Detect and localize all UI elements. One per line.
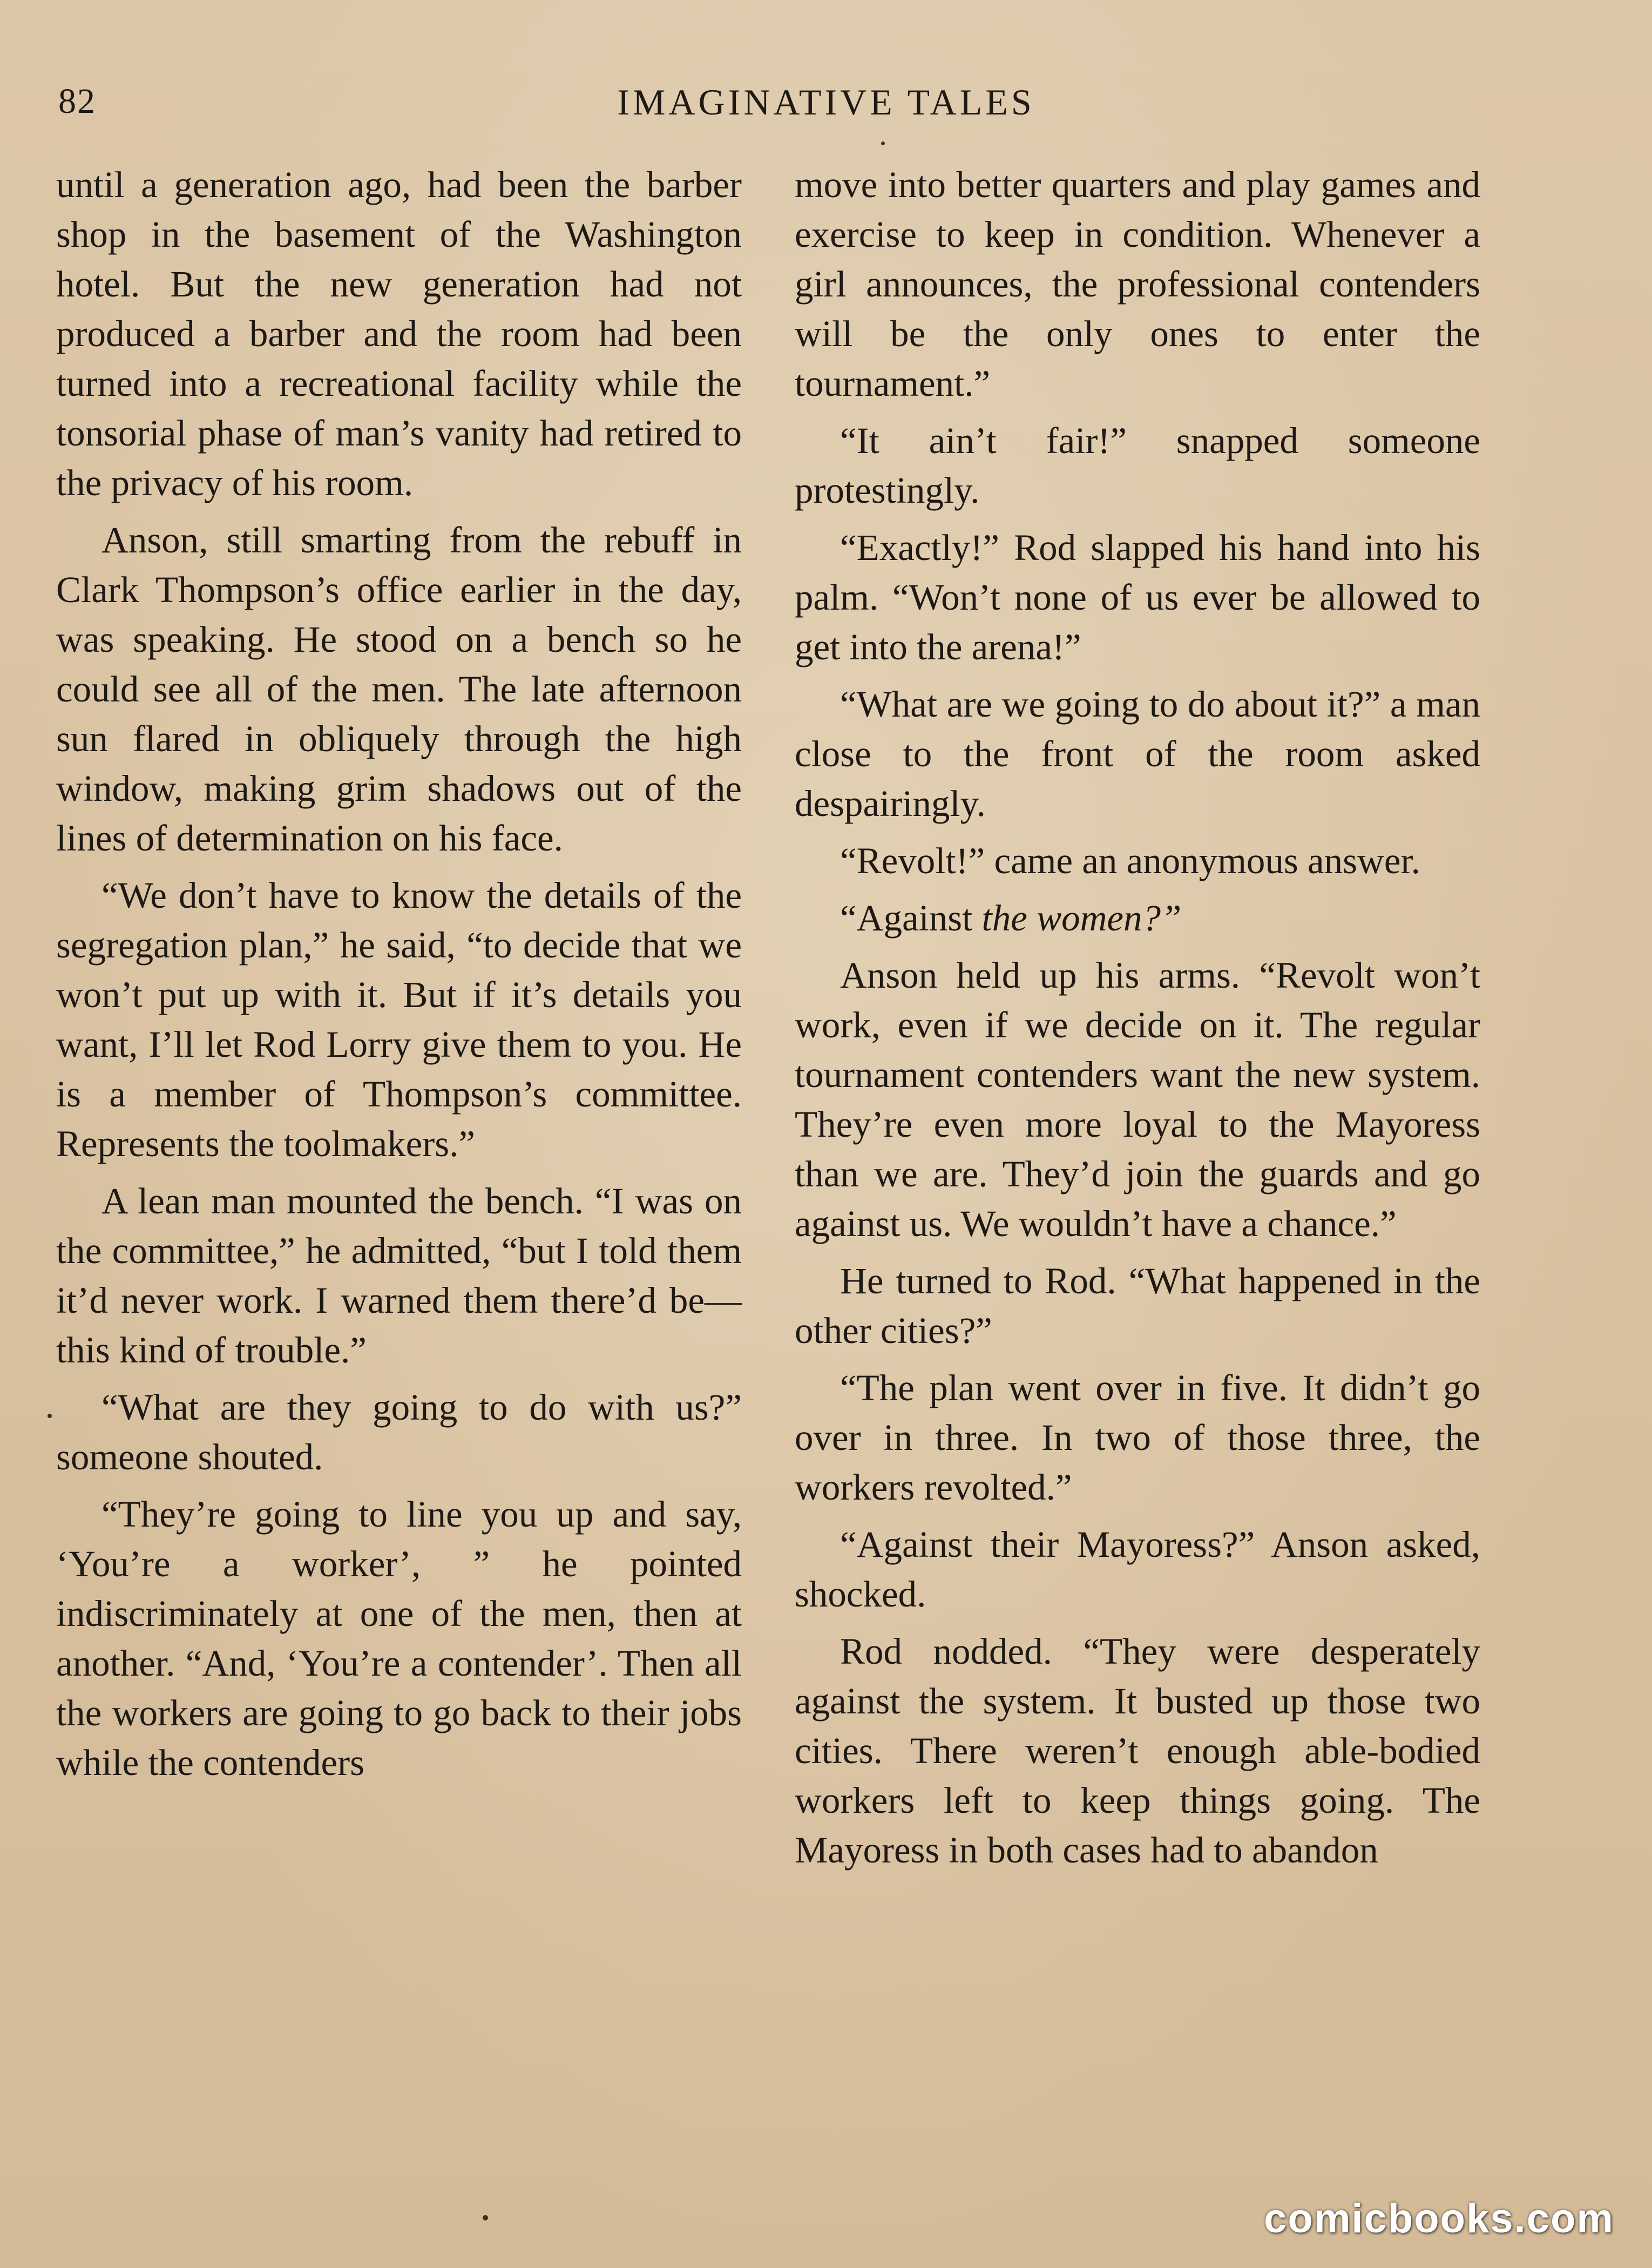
paragraph: Anson held up his arms. “Revolt won’t work, even if we decide on it. The regular tournament contenders want the new system. They’re even more loyal to the Mayoress than we are. They’d join the guards and go against us. We wouldn’t have a chance.” — [795, 955, 1480, 1244]
paragraph: move into better quarters and play games and exercise to keep in condition. Whenever a girl announces, the professional contenders will be the only ones to enter the tournament.” — [795, 164, 1480, 404]
paragraph: A lean man mounted the bench. “I was on the committee,” he admitted, “but I told them it’d never work. I warned them there’d be—this kind of trouble.” — [56, 1180, 742, 1371]
paragraph: Anson, still smarting from the rebuff in Clark Thompson’s office earlier in the day, was speaking. He stood on a bench so he could see all of the men. The late afternoon sun flared in obliquely through the high window, making grim shadows out of the lines of determination on his face. — [56, 519, 742, 859]
italic-paragraph — [795, 893, 1480, 943]
print-speck — [48, 1414, 52, 1418]
paragraph: “What are they going to do with us?” someone shouted. — [56, 1387, 742, 1477]
paragraph: “Against their Mayoress?” Anson asked, shocked. — [795, 1524, 1480, 1615]
page-number: 82 — [58, 82, 96, 121]
paragraph: “Revolt!” came an anonymous answer. — [840, 840, 1420, 881]
paragraph: Rod nodded. “They were desperately against the system. It busted up those two cities. There weren’t enough able-bodied workers left to keep things going. The Mayoress in both cases had to abandon — [795, 1631, 1480, 1871]
left-column — [56, 160, 742, 1795]
paragraph: “What are we going to do about it?” a man close to the front of the room asked despairingly. — [795, 684, 1480, 824]
emphasis-text: the women?” — [981, 897, 1182, 939]
paragraph: He turned to Rod. “What happened in the other cities?” — [795, 1260, 1480, 1351]
paragraph: “Exactly!” Rod slapped his hand into his palm. “Won’t none of us ever be allowed to get into the arena!” — [795, 527, 1480, 667]
paragraph: “It ain’t fair!” snapped someone protestingly. — [795, 420, 1480, 511]
paragraph: “The plan went over in five. It didn’t go over in three. In two of those three, the workers revolted.” — [795, 1367, 1480, 1508]
paragraph-lead: “Against — [840, 897, 982, 939]
paragraph: until a generation ago, had been the barber shop in the basement of the Washington hotel. But the new generation had not produced a barber and the room had been turned into a recreational facility while the tonsorial phase of man’s vanity had retired to the privacy of his room. — [56, 164, 742, 503]
paragraph: “They’re going to line you up and say, ‘You’re a worker’, ” he pointed indiscriminately at one of the men, then at another. “And, ‘You’re a contender’. Then all the workers are going to go back to their jobs while the contenders — [56, 1494, 742, 1783]
running-head: IMAGINATIVE TALES — [617, 82, 1035, 123]
print-speck — [483, 2215, 488, 2220]
print-speck — [881, 141, 885, 145]
right-column — [795, 160, 1480, 1882]
paragraph: “We don’t have to know the details of the segregation plan,” he said, “to decide that we won’t put up with it. But if it’s details you want, I’ll let Rod Lorry give them to you. He is a member of Thompson’s committee. Represents the toolmakers.” — [56, 875, 742, 1164]
watermark: comicbooks.com — [1264, 2196, 1614, 2242]
page-header — [0, 81, 1652, 140]
